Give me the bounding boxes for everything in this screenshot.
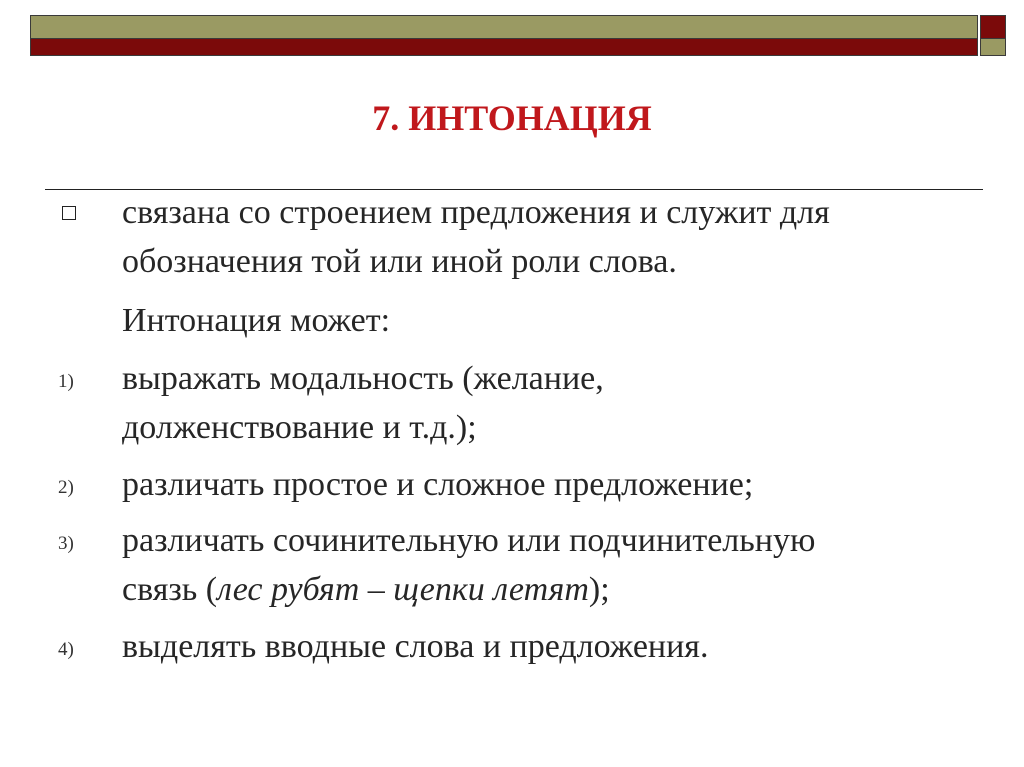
square-bullet-icon — [62, 206, 76, 220]
header-square-olive — [980, 38, 1006, 56]
list-item-3-example: лес рубят – щепки летят — [217, 571, 589, 608]
list-number-2: 2) — [58, 477, 74, 498]
header-band-olive — [30, 15, 978, 39]
intro-line-2: обозначения той или иной роли слова. — [122, 243, 677, 280]
intro-line-3: Интонация может: — [122, 302, 391, 339]
list-item-3-text-post: ); — [588, 571, 610, 608]
list-item-1-line-2: долженствование и т.д.); — [122, 409, 477, 446]
header-square-maroon — [980, 15, 1006, 39]
list-item-4-line-1: выделять вводные слова и предложения. — [122, 628, 709, 665]
intro-line-1: связана со строением предложения и служит для — [122, 194, 830, 231]
title-divider — [45, 189, 983, 190]
slide-title: 7. ИНТОНАЦИЯ — [372, 98, 652, 138]
list-number-3: 3) — [58, 533, 74, 554]
list-item-3-line-1: различать сочинительную или подчинительную — [122, 522, 816, 559]
list-number-4: 4) — [58, 639, 74, 660]
list-item-3-text-pre: связь ( — [122, 571, 218, 608]
list-item-1-line-1: выражать модальность (желание, — [122, 360, 604, 397]
list-number-1: 1) — [58, 371, 74, 392]
list-item-3-line-2 — [122, 570, 610, 610]
list-item-2-line-1: различать простое и сложное предложение; — [122, 466, 754, 503]
header-band-maroon — [30, 38, 978, 56]
